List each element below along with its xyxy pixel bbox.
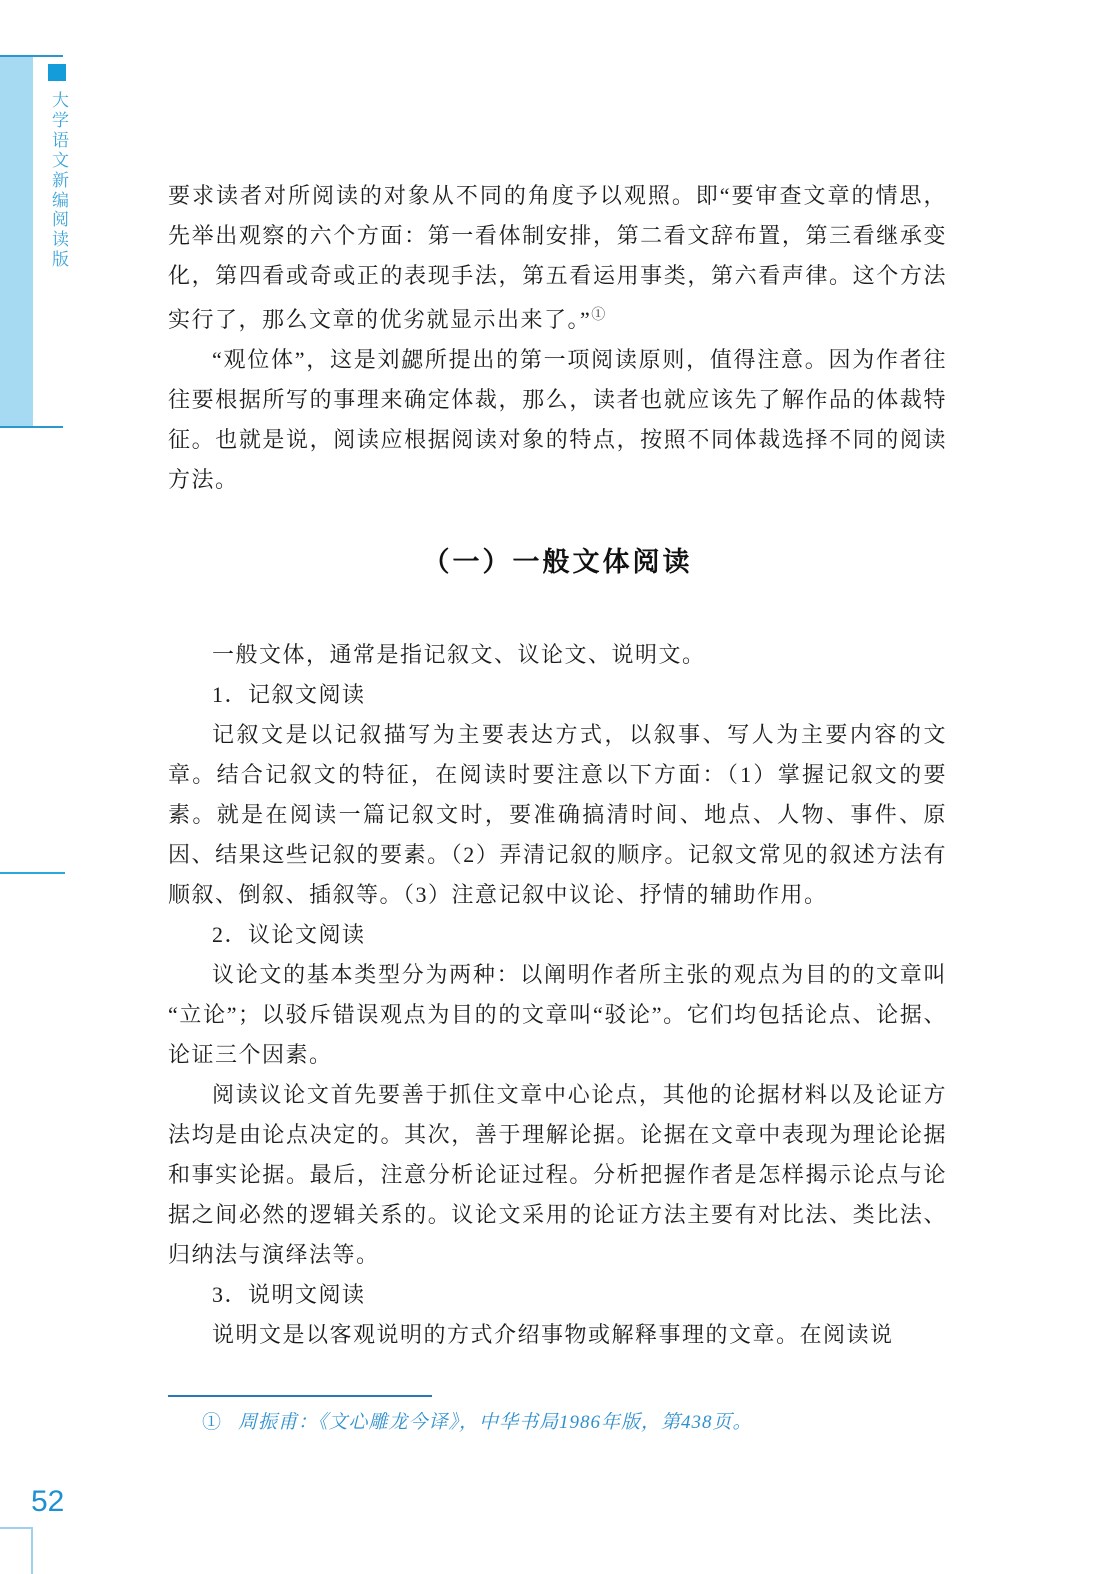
paragraph: 说明文是以客观说明的方式介绍事物或解释事理的文章。在阅读说: [212, 1322, 894, 1347]
series-square-icon: [48, 64, 66, 81]
footnote-line: [168, 1410, 947, 1436]
paragraph: 阅读议论文首先要善于抓住文章中心论点，其他的论据材料以及论证方法均是由论点决定的。其次，善于理解论据。论据在文章中表现为理论论据和事实论据。最后，注意分析论证过程。分析把握作者是怎样揭示论点与论据之间必然的逻辑关系的。议论文采用的论证方法主要有对比法、类比法、归纳法与演绎法等。: [168, 1082, 947, 1267]
page-number: 52: [31, 1485, 65, 1518]
series-title: 大学语文新编: [49, 91, 68, 211]
footnote-rule: [168, 1395, 432, 1397]
sidebar-band: [0, 57, 33, 427]
subsection-title: 2．议论文阅读: [212, 922, 366, 947]
paragraph: 议论文的基本类型分为两种：以阐明作者所主张的观点为目的的文章叫“立论”；以驳斥错误观点为目的的文章叫“驳论”。它们均包括论点、论据、论证三个因素。: [168, 962, 947, 1067]
body-text: [168, 176, 947, 1355]
paragraph-text: 要求读者对所阅读的对象从不同的角度予以观照。即“要审查文章的情思，先举出观察的六个方面：第一看体制安排，第二看文辞布置，第三看继承变化，第四看或奇或正的表现手法，第五看运用事类，第六看声律。这个方法实行了，那么文章的优劣就显示出来了。”: [168, 183, 947, 332]
section-heading: （一）一般文体阅读: [422, 547, 693, 577]
paragraph-continuation: [168, 176, 947, 340]
paragraph: 记叙文是以记叙描写为主要表达方式，以叙事、写人为主要内容的文章。结合记叙文的特征，在阅读时要注意以下方面：（1）掌握记叙文的要素。就是在阅读一篇记叙文时，要准确搞清时间、地点、人物、事件、原因、结果这些记叙的要素。（2）弄清记叙的顺序。记叙文常见的叙述方法有顺叙、倒叙、插叙等。（3）注意记叙中议论、抒情的辅助作用。: [168, 722, 947, 907]
margin-mid-rule: [0, 872, 65, 874]
paragraph: 一般文体，通常是指记叙文、议论文、说明文。: [212, 642, 706, 667]
footnote-marker: ①: [202, 1412, 223, 1433]
subsection-title: 3．说明文阅读: [212, 1282, 366, 1307]
footnote: [168, 1395, 947, 1436]
subsection-title: 1．记叙文阅读: [212, 682, 366, 707]
paragraph: “观位体”，这是刘勰所提出的第一项阅读原则，值得注意。因为作者往往要根据所写的事理来确定体裁，那么，读者也就应该先了解作品的体裁特征。也就是说，阅读应根据阅读对象的特点，按照不同体裁选择不同的阅读方法。: [168, 347, 947, 492]
sidebar-bottom-rule: [0, 426, 63, 428]
footnote-ref: ①: [591, 308, 606, 323]
corner-frame: [0, 1527, 33, 1574]
footnote-text: 周振甫：《文心雕龙今译》，中华书局1986年版，第438页。: [238, 1412, 753, 1433]
edition-label: 阅读版: [49, 210, 68, 270]
